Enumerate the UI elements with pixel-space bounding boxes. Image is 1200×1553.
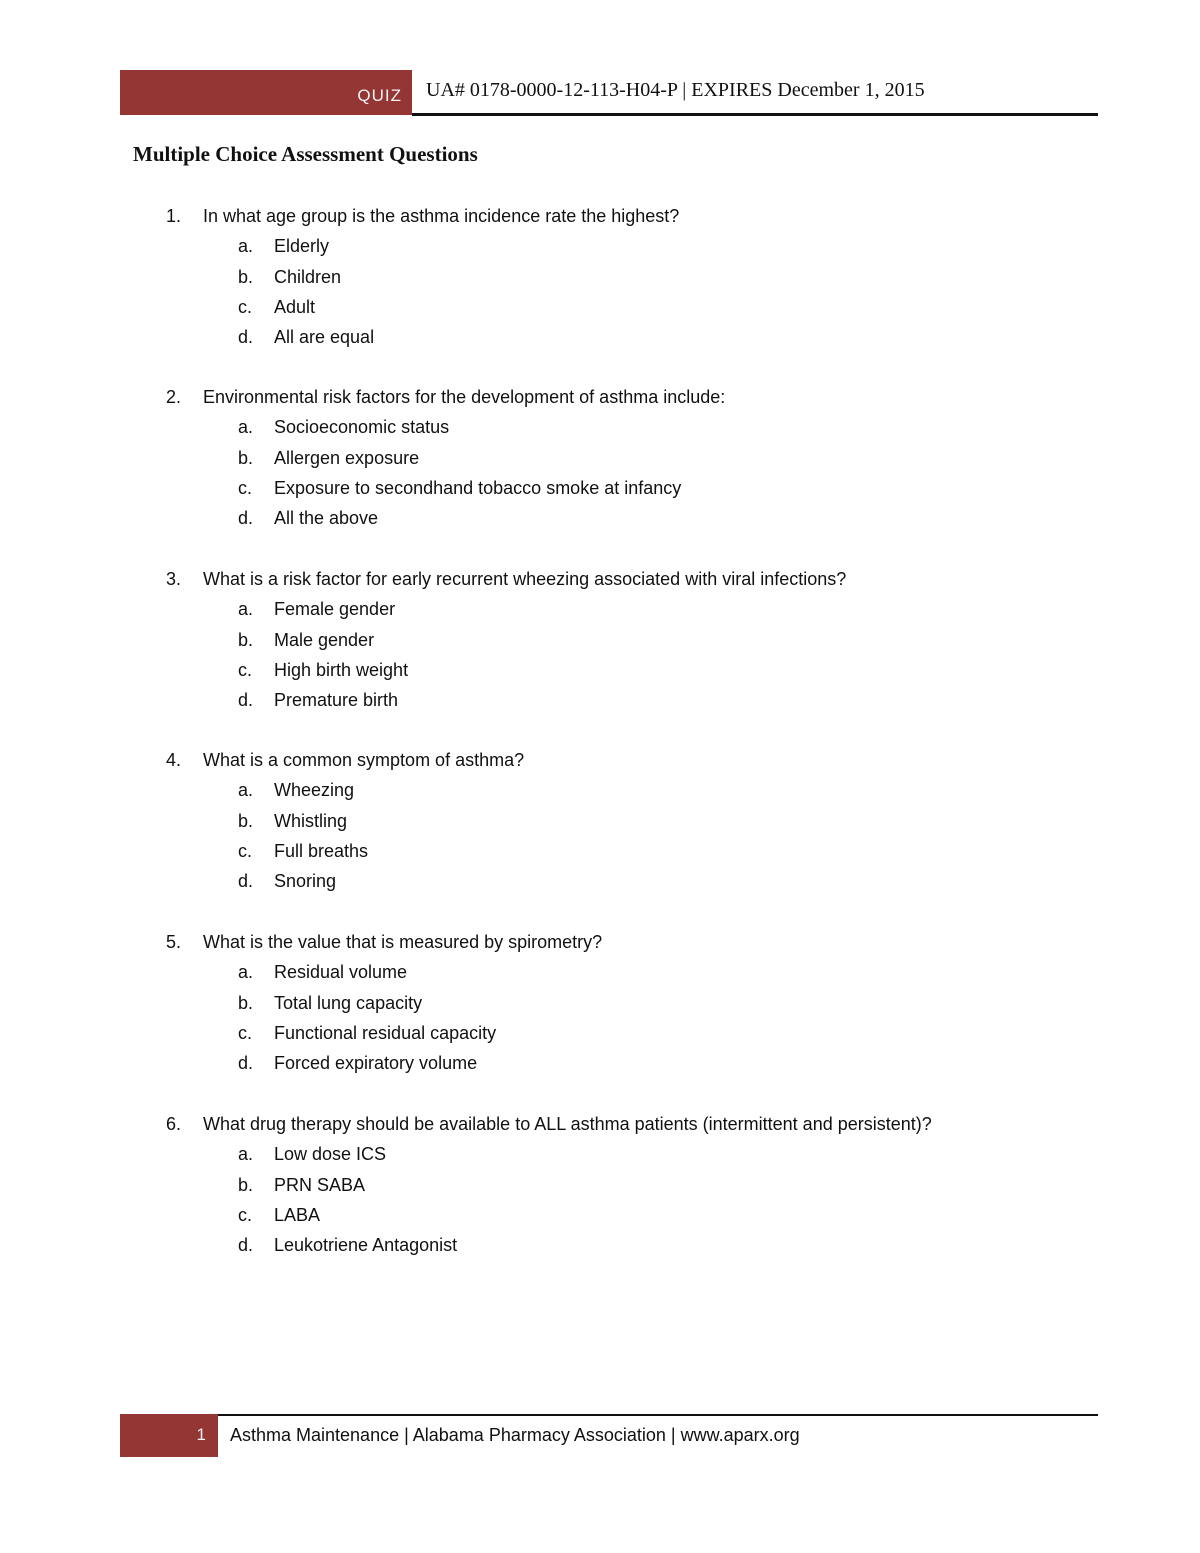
option-text: Exposure to secondhand tobacco smoke at infancy bbox=[274, 477, 682, 498]
option-item bbox=[0, 231, 1100, 261]
option-item bbox=[0, 443, 1100, 473]
question-stem bbox=[0, 382, 1100, 412]
option-text: Adult bbox=[274, 296, 316, 317]
option-text: Snoring bbox=[274, 871, 337, 892]
header-rule bbox=[412, 113, 1098, 116]
question-stem bbox=[0, 564, 1100, 594]
page-number: 1 bbox=[196, 1425, 206, 1444]
option-item bbox=[0, 292, 1100, 322]
option-text: Socioeconomic status bbox=[274, 417, 450, 438]
option-item bbox=[0, 1139, 1100, 1169]
option-text: PRN SABA bbox=[274, 1174, 366, 1195]
option-item bbox=[0, 473, 1100, 503]
option-letter: c. bbox=[238, 1022, 253, 1043]
option-text: Low dose ICS bbox=[274, 1144, 387, 1165]
option-letter: d. bbox=[238, 690, 254, 711]
option-item bbox=[0, 836, 1100, 866]
option-item bbox=[0, 1018, 1100, 1048]
option-text: Whistling bbox=[274, 810, 348, 831]
footer-rule bbox=[218, 1414, 1098, 1416]
header-text: UA# 0178-0000-12-113-H04-P | EXPIRES December 1, 2015 bbox=[426, 79, 925, 101]
option-text: Wheezing bbox=[274, 780, 355, 801]
option-letter: b. bbox=[238, 992, 254, 1013]
option-text: Leukotriene Antagonist bbox=[274, 1235, 458, 1256]
option-item bbox=[0, 1230, 1100, 1260]
option-text: All are equal bbox=[274, 327, 375, 348]
option-text: Male gender bbox=[274, 629, 375, 650]
option-letter: c. bbox=[238, 840, 253, 861]
option-letter: a. bbox=[238, 236, 254, 257]
question-text: What drug therapy should be available to ALL asthma patients (intermittent and persistent)? bbox=[203, 1114, 932, 1134]
option-item bbox=[0, 655, 1100, 685]
option-item bbox=[0, 1200, 1100, 1230]
option-letter: d. bbox=[238, 508, 254, 529]
option-item bbox=[0, 412, 1100, 442]
option-letter: d. bbox=[238, 1053, 254, 1074]
option-text: Premature birth bbox=[274, 690, 399, 711]
option-letter: b. bbox=[238, 810, 254, 831]
question-stem bbox=[0, 927, 1100, 957]
option-letter: a. bbox=[238, 417, 254, 438]
question-number: 1. bbox=[166, 206, 182, 226]
header-label: QUIZ bbox=[357, 86, 402, 105]
option-text: LABA bbox=[274, 1204, 321, 1225]
option-item bbox=[0, 262, 1100, 292]
option-letter: a. bbox=[238, 1144, 254, 1165]
question-stem bbox=[0, 201, 1100, 231]
option-letter: b. bbox=[238, 1174, 254, 1195]
option-text: Forced expiratory volume bbox=[274, 1053, 478, 1074]
option-letter: d. bbox=[238, 871, 254, 892]
option-letter: d. bbox=[238, 1235, 254, 1256]
question-stem bbox=[0, 1109, 1100, 1139]
option-letter: d. bbox=[238, 327, 254, 348]
option-item bbox=[0, 625, 1100, 655]
option-item bbox=[0, 1170, 1100, 1200]
option-text: Total lung capacity bbox=[274, 992, 423, 1013]
option-text: Female gender bbox=[274, 599, 396, 620]
option-text: High birth weight bbox=[274, 659, 409, 680]
option-item bbox=[0, 685, 1100, 715]
option-letter: b. bbox=[238, 266, 254, 287]
option-text: Residual volume bbox=[274, 962, 408, 983]
option-letter: b. bbox=[238, 447, 254, 468]
question-number: 4. bbox=[166, 750, 182, 770]
option-letter: c. bbox=[238, 477, 253, 498]
page-title: Multiple Choice Assessment Questions bbox=[133, 142, 478, 166]
option-item bbox=[0, 594, 1100, 624]
footer-text: Asthma Maintenance | Alabama Pharmacy Association | www.aparx.org bbox=[230, 1425, 800, 1445]
question-stem bbox=[0, 745, 1100, 775]
question-1 bbox=[0, 201, 1100, 352]
question-text: Environmental risk factors for the development of asthma include: bbox=[203, 387, 726, 407]
option-text: All the above bbox=[274, 508, 379, 529]
option-item bbox=[0, 988, 1100, 1018]
option-item bbox=[0, 775, 1100, 805]
question-3 bbox=[0, 564, 1100, 715]
option-letter: c. bbox=[238, 296, 253, 317]
option-text: Allergen exposure bbox=[274, 447, 420, 468]
question-5 bbox=[0, 927, 1100, 1078]
option-text: Functional residual capacity bbox=[274, 1022, 497, 1043]
question-number: 3. bbox=[166, 569, 182, 589]
question-text: What is a common symptom of asthma? bbox=[203, 750, 525, 770]
footer-accent-block bbox=[120, 1414, 218, 1457]
option-letter: c. bbox=[238, 659, 253, 680]
option-text: Full breaths bbox=[274, 840, 369, 861]
option-letter: c. bbox=[238, 1204, 253, 1225]
question-text: What is the value that is measured by spirometry? bbox=[203, 932, 603, 952]
option-item bbox=[0, 866, 1100, 896]
option-letter: b. bbox=[238, 629, 254, 650]
question-text: In what age group is the asthma incidence rate the highest? bbox=[203, 206, 680, 226]
question-4 bbox=[0, 745, 1100, 896]
option-item bbox=[0, 322, 1100, 352]
question-text: What is a risk factor for early recurrent wheezing associated with viral infections? bbox=[203, 569, 847, 589]
question-number: 5. bbox=[166, 932, 182, 952]
question-2 bbox=[0, 382, 1100, 533]
option-text: Children bbox=[274, 266, 342, 287]
question-number: 2. bbox=[166, 387, 182, 407]
header-accent-block bbox=[120, 70, 412, 115]
option-item bbox=[0, 503, 1100, 533]
option-text: Elderly bbox=[274, 236, 330, 257]
option-letter: a. bbox=[238, 962, 254, 983]
question-6 bbox=[0, 1109, 1100, 1260]
question-number: 6. bbox=[166, 1114, 182, 1134]
option-letter: a. bbox=[238, 599, 254, 620]
option-item bbox=[0, 806, 1100, 836]
option-item bbox=[0, 957, 1100, 987]
option-letter: a. bbox=[238, 780, 254, 801]
option-item bbox=[0, 1048, 1100, 1078]
